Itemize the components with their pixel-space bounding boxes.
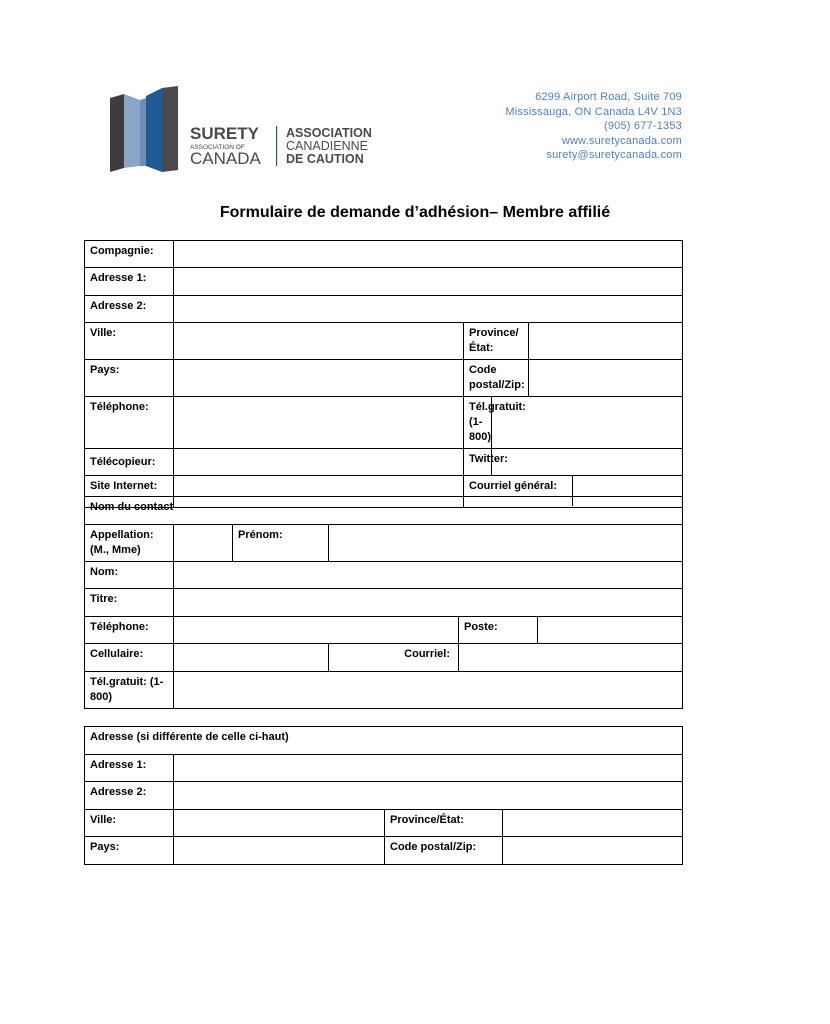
cell-label: Cellulaire: bbox=[85, 644, 174, 672]
company-field[interactable] bbox=[174, 241, 683, 268]
contact-email-field[interactable] bbox=[459, 644, 683, 672]
first-name-label: Prénom: bbox=[233, 525, 329, 562]
fax-label: Télécopieur: bbox=[85, 449, 174, 476]
alt-address1-label: Adresse 1: bbox=[85, 755, 174, 782]
contact-phone-label: Téléphone: bbox=[85, 617, 174, 644]
first-name-field[interactable] bbox=[329, 525, 683, 562]
city-label: Ville: bbox=[85, 323, 174, 360]
form-title: Formulaire de demande d’adhésion– Membre affilié bbox=[219, 204, 611, 221]
contact-tollfree-label: Tél.gratuit: (1-800) bbox=[85, 672, 174, 709]
contact-tollfree-field[interactable] bbox=[174, 672, 683, 709]
twitter-field[interactable] bbox=[492, 449, 683, 476]
country-field[interactable] bbox=[174, 360, 464, 397]
alt-province-field[interactable] bbox=[503, 810, 683, 837]
logo-panel-dark-icon bbox=[162, 86, 178, 172]
alt-postal-label: Code postal/Zip: bbox=[385, 837, 503, 865]
svg-text:ASSOCIATION OF: ASSOCIATION OF bbox=[190, 144, 245, 151]
alt-address2-field[interactable] bbox=[174, 782, 683, 810]
tollfree-label: Tél.gratuit: (1-800) bbox=[464, 397, 492, 449]
address2-field[interactable] bbox=[174, 296, 683, 323]
logo-surety-text: SURETY bbox=[190, 124, 259, 143]
country-label: Pays: bbox=[85, 360, 174, 397]
logo-panel-left-icon bbox=[110, 94, 124, 172]
fax-field[interactable] bbox=[174, 449, 464, 476]
cell-field[interactable] bbox=[174, 644, 329, 672]
contact-website-link[interactable]: www.suretycanada.com bbox=[561, 134, 682, 147]
svg-text:CANADA: CANADA bbox=[190, 149, 261, 168]
alt-country-label: Pays: bbox=[85, 837, 174, 865]
contact-city: Mississauga, ON Canada L4V 1N3 bbox=[505, 105, 682, 118]
province-field[interactable] bbox=[529, 323, 683, 360]
surety-association-logo bbox=[110, 86, 400, 176]
company-info-table bbox=[84, 240, 683, 508]
contact-address: 6299 Airport Road, Suite 709 bbox=[535, 91, 682, 103]
job-title-label: Titre: bbox=[85, 589, 174, 617]
postal-label: Code postal/Zip: bbox=[464, 360, 529, 397]
address2-label: Adresse 2: bbox=[85, 296, 174, 323]
website-label: Site Internet: bbox=[85, 476, 174, 508]
extension-label: Poste: bbox=[459, 617, 538, 644]
contact-section-header: Nom du contact bbox=[85, 497, 683, 525]
contact-person-table bbox=[84, 496, 683, 709]
alt-address-section-header: Adresse (si différente de celle ci-haut) bbox=[85, 727, 683, 755]
postal-field[interactable] bbox=[529, 360, 683, 397]
job-title-field[interactable] bbox=[174, 589, 683, 617]
company-label: Compagnie: bbox=[85, 241, 174, 268]
svg-text:DE CAUTION: DE CAUTION bbox=[286, 152, 364, 166]
contact-phone-field[interactable] bbox=[174, 617, 459, 644]
alt-city-field[interactable] bbox=[174, 810, 385, 837]
province-label: Province/État: bbox=[464, 323, 529, 360]
phone-label: Téléphone: bbox=[85, 397, 174, 449]
last-name-field[interactable] bbox=[174, 562, 683, 589]
svg-text:CANADIENNE: CANADIENNE bbox=[286, 139, 368, 153]
contact-email-link[interactable]: surety@suretycanada.com bbox=[546, 149, 682, 161]
contact-phone: (905) 677-1353 bbox=[603, 120, 682, 132]
address1-field[interactable] bbox=[174, 268, 683, 296]
twitter-label: Twitter: bbox=[464, 449, 492, 476]
contact-email-label: Courriel: bbox=[329, 644, 459, 672]
logo-panel-light-icon bbox=[124, 94, 140, 168]
last-name-label: Nom: bbox=[85, 562, 174, 589]
alt-city-label: Ville: bbox=[85, 810, 174, 837]
alt-province-label: Province/État: bbox=[385, 810, 503, 837]
logo-panel-blue-icon bbox=[146, 88, 162, 172]
organization-contact-info bbox=[505, 90, 682, 163]
svg-text:ASSOCIATION: ASSOCIATION bbox=[286, 126, 372, 140]
address1-label: Adresse 1: bbox=[85, 268, 174, 296]
salutation-field[interactable] bbox=[174, 525, 233, 562]
salutation-label: Appellation: (M., Mme) bbox=[85, 525, 174, 562]
alt-address2-label: Adresse 2: bbox=[85, 782, 174, 810]
general-email-label: Courriel général: bbox=[469, 480, 558, 492]
alternate-address-table bbox=[84, 726, 683, 865]
phone-field[interactable] bbox=[174, 397, 464, 449]
city-field[interactable] bbox=[174, 323, 464, 360]
alt-address1-field[interactable] bbox=[174, 755, 683, 782]
alt-postal-field[interactable] bbox=[503, 837, 683, 865]
alt-country-field[interactable] bbox=[174, 837, 385, 865]
